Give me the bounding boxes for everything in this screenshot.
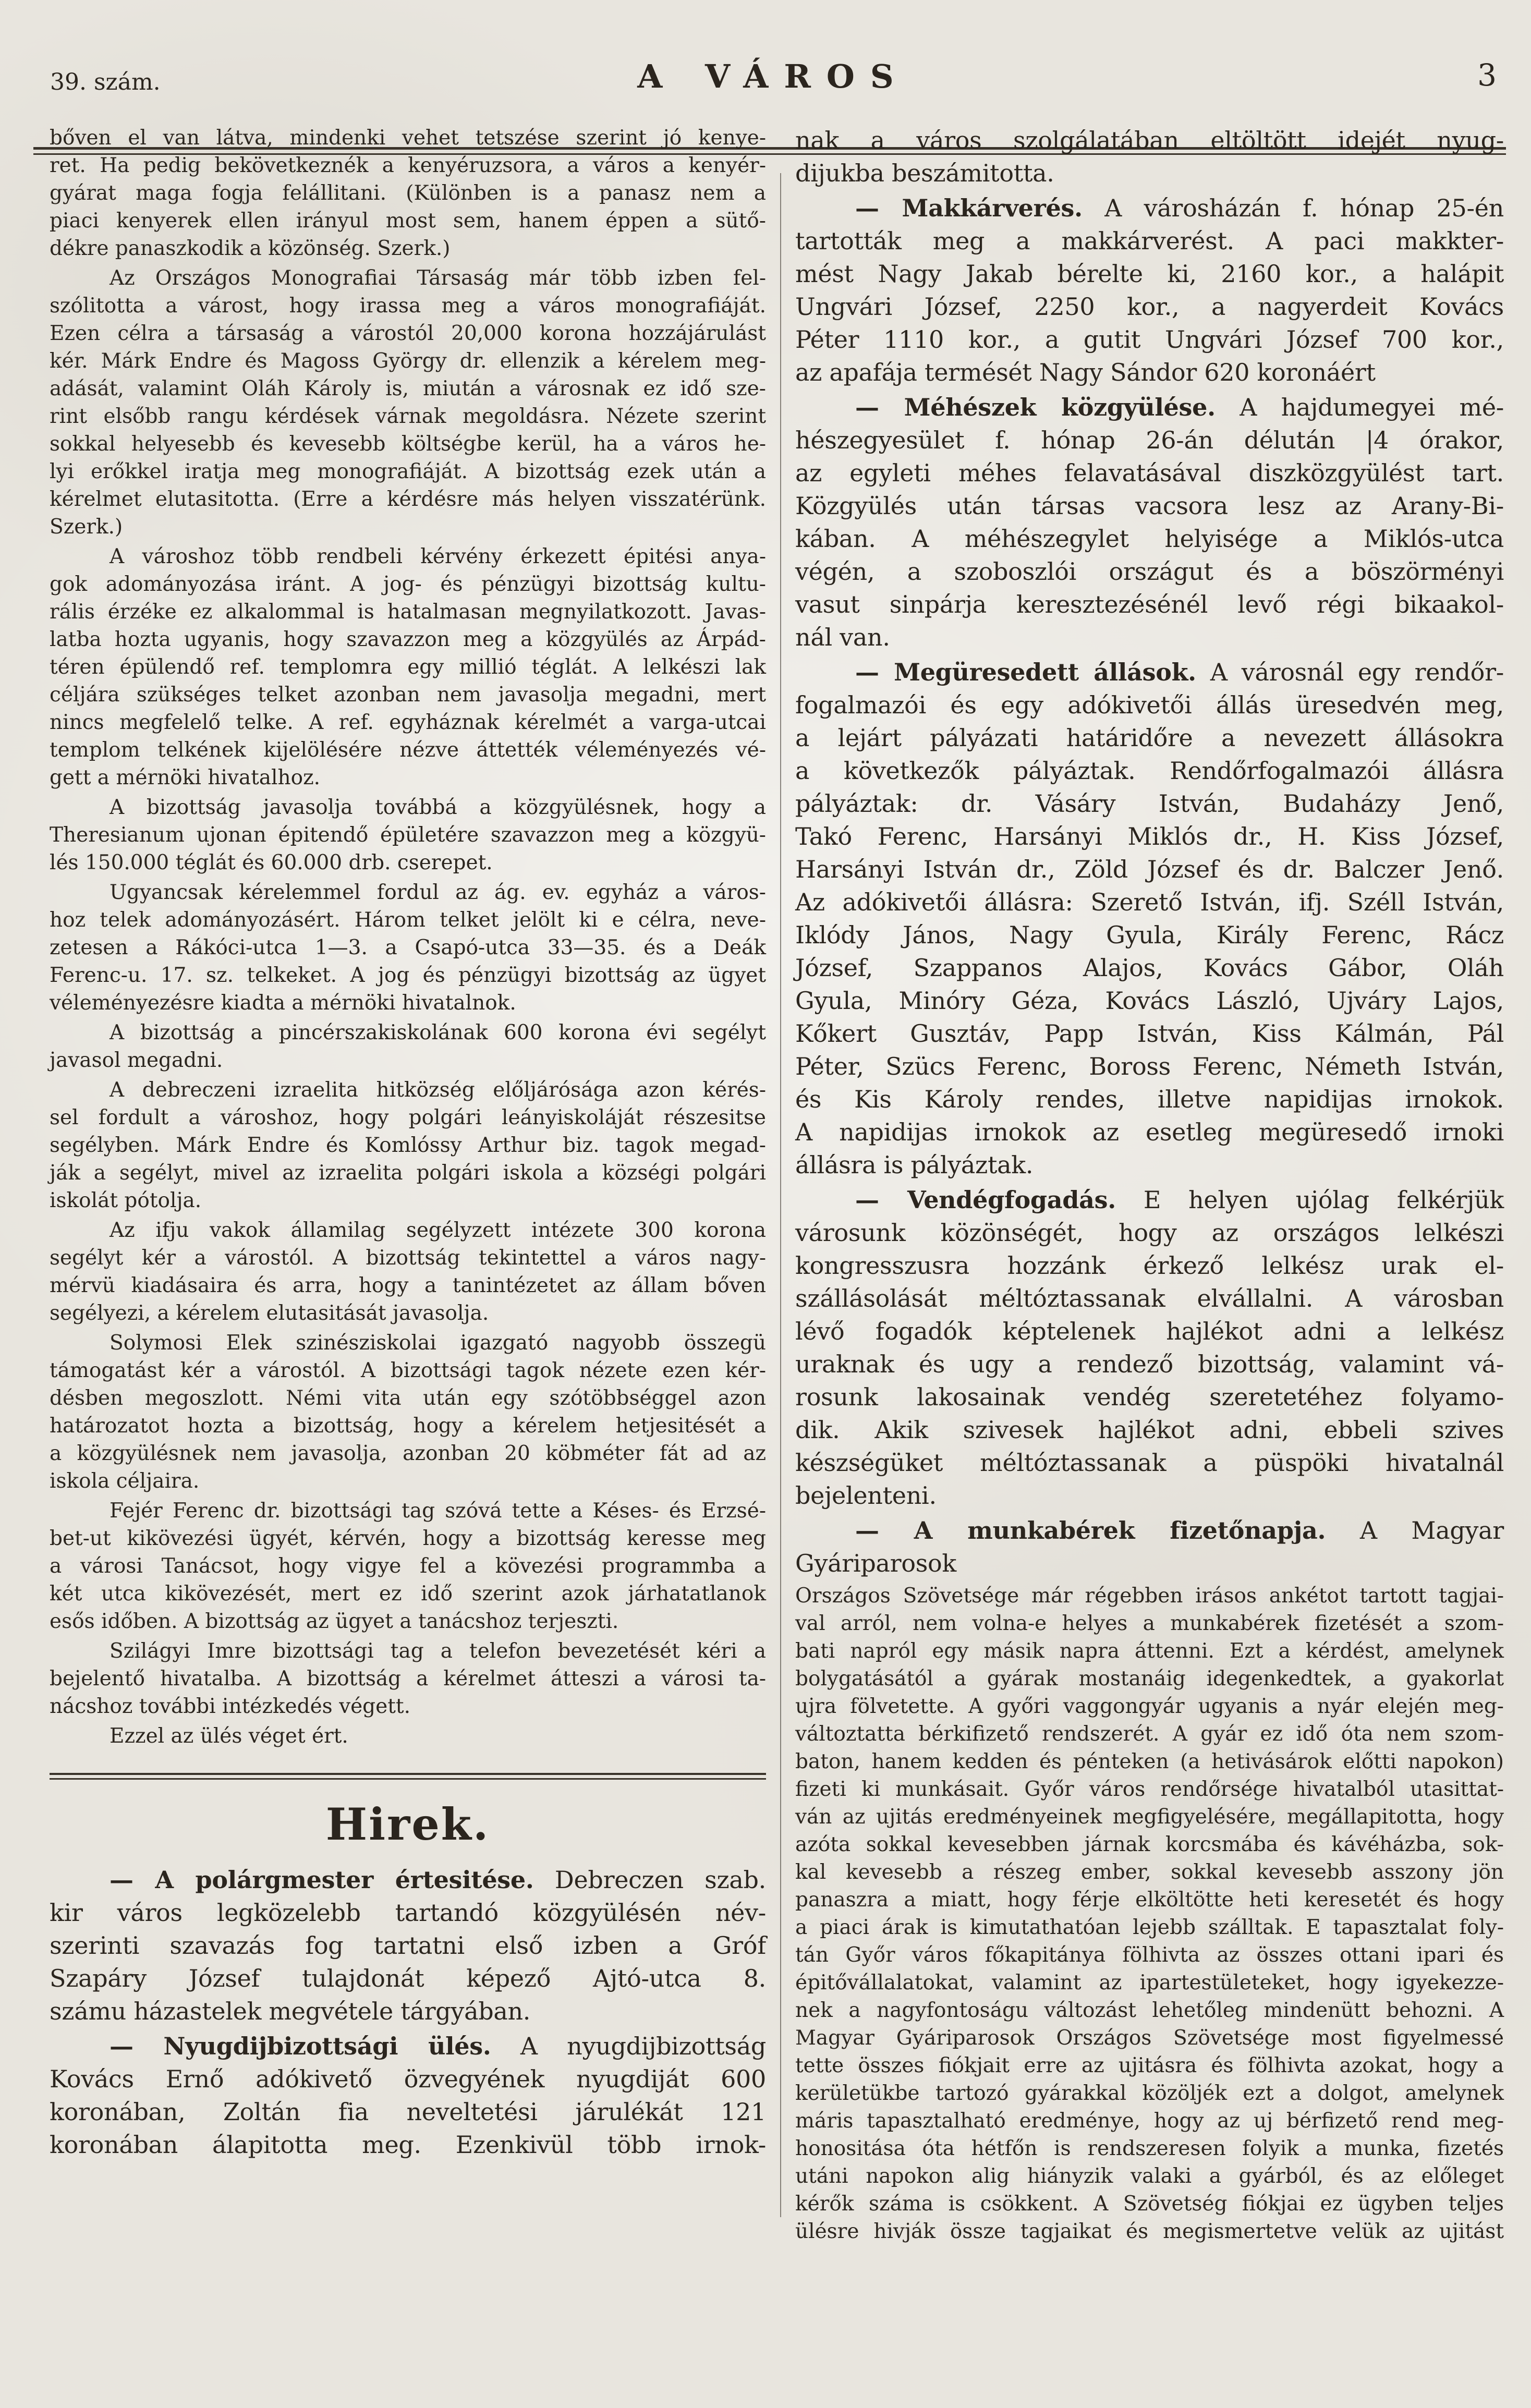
text-line: szállásolását méltóztassanak elvállalni. A városban — [795, 1284, 1504, 1312]
entry-lead: — Makkárverés. — [855, 194, 1083, 222]
paragraph — [795, 391, 1504, 654]
text-line: hoz telek adományozásért. Három telket jelölt ki e célra, neve- — [50, 908, 766, 932]
paragraph — [795, 1582, 1504, 2245]
text-line: Iklódy János, Nagy Gyula, Király Ferenc, Rácz — [795, 921, 1504, 949]
text-line: a városi Tanácsot, hogy vigye fel a kövezési programmba a — [50, 1554, 766, 1578]
text-line: nek a nagyfontoságu változást lehetőleg mindenütt behozni. A — [795, 1999, 1504, 2022]
entry-lead: — Megüresedett állások. — [855, 658, 1196, 686]
text-line: zetesen a Rákóci-utca 1—3. a Csapó-utca 33—35. és a Deák — [50, 936, 766, 959]
text-line: az apafája termését Nagy Sándor 620 koronáért — [795, 358, 1376, 386]
text-line: segélyben. Márk Endre és Komlóssy Arthur biz. tagok megad- — [50, 1134, 766, 1157]
text-line: vasut sinpárja keresztezésénél levő régi bikaakol- — [795, 590, 1504, 618]
text-line: piaci kenyerek ellen irányul most sem, hanem éppen a sütő- — [50, 209, 766, 233]
text-line: a közgyülésnek nem javasolja, azonban 20 köbméter fát ad az — [50, 1442, 766, 1465]
paragraph — [795, 1184, 1504, 1512]
text-line: ván az ujitás eredményeinek megfigyelésére, megállapitotta, hogy — [795, 1805, 1504, 1829]
text-line: kir város legközelebb tartandó közgyülésén név- — [50, 1899, 766, 1927]
text-line: kerületükbe tartozó gyárakkal közöljék ezt a dolgot, amelynek — [795, 2082, 1504, 2105]
text-line: lévő fogadók képtelenek hajlékot adni a lelkész — [795, 1317, 1504, 1345]
text-line: lés 150.000 téglát és 60.000 drb. cserepet. — [50, 851, 493, 874]
text-line: kérelmet elutasitotta. (Erre a kérdésre más helyen visszatérünk. — [50, 488, 766, 511]
page-number: 3 — [1477, 57, 1497, 93]
text-line: Gyula, Minóry Géza, Kovács László, Ujváry Lajos, — [795, 987, 1504, 1015]
text-line: koronában, Zoltán fia neveltetési járulékát 121 — [50, 2098, 766, 2126]
issue-number: 39. szám. — [50, 69, 161, 95]
paragraph — [50, 1217, 766, 1327]
paragraph — [50, 2030, 766, 2161]
paragraph — [50, 1076, 766, 1214]
text-line: készségüket méltóztassanak a püspöki hivatalnál — [795, 1449, 1504, 1477]
text-line: — Makkárverés. A városházán f. hónap 25-én — [855, 194, 1504, 222]
text-line: sokkal helyesebb és kevesebb költségbe kerül, ha a város he- — [50, 432, 766, 456]
text-line: Kőkert Gusztáv, Papp István, Kiss Kálmán, Pál — [795, 1019, 1504, 1048]
text-line: Szilágyi Imre bizottsági tag a telefon bevezetését kéri a — [110, 1639, 766, 1663]
text-line: pályáztak: dr. Vásáry István, Budaházy Jenő, — [795, 789, 1504, 818]
text-line: támogatást kér a várostól. A bizottsági tagok nézete ezen kér- — [50, 1359, 766, 1382]
text-line: esős időben. A bizottság az ügyet a tanácshoz terjeszti. — [50, 1610, 619, 1633]
text-line: bejelenteni. — [795, 1481, 937, 1510]
entry-lead: — Vendégfogadás. — [855, 1186, 1116, 1214]
text-line: Theresianum ujonan épitendő épületére szavazzon meg a közgyü- — [50, 823, 766, 847]
text-line: fizeti ki munkásait. Győr város rendőrsége hivatalból utasittat- — [795, 1778, 1504, 1801]
text-line: kérők száma is csökkent. A Szövetség fiókjai ez ügyben teljes — [795, 2192, 1504, 2216]
paragraph — [50, 1329, 766, 1495]
text-line: A napidijas irnokok az esetleg megüresedő irnoki — [795, 1118, 1504, 1146]
text-line: iskola céljaira. — [50, 1469, 200, 1493]
text-line: koronában álapitotta meg. Ezenkivül több irnok- — [50, 2131, 766, 2159]
text-line: József, Szappanos Alajos, Kovács Gábor, Oláh — [795, 954, 1504, 982]
text-line: ret. Ha pedig bekövetkeznék a kenyéruzsora, a város a kenyér- — [50, 154, 766, 177]
text-line: bati napról egy másik napra áttenni. Ezt a kérdést, amelynek — [795, 1639, 1504, 1663]
text-line: Ferenc-u. 17. sz. telkeket. A jog és pénzügyi bizottság az ügyet — [50, 964, 766, 987]
section-divider-rule — [50, 1773, 766, 1780]
body-columns — [50, 124, 1504, 2247]
text-line: nak a város szolgálatában eltöltött idejét nyug- — [795, 126, 1504, 154]
text-line: Péter, Szücs Ferenc, Boross Ferenc, Németh István, — [795, 1052, 1504, 1080]
text-line: az egyleti méhes felavatásával diszközgyülést tart. — [795, 459, 1504, 487]
text-line: Ezzel az ülés véget ért. — [110, 1724, 348, 1748]
text-line: tartották meg a makkárverést. A paci makkter- — [795, 227, 1504, 255]
text-line: — Megüresedett állások. A városnál egy rendőr- — [855, 658, 1504, 686]
text-line: számu házastelek megvétele tárgyában. — [50, 1997, 531, 2025]
paragraph — [795, 192, 1504, 389]
text-line: két utca kikövezését, mert ez idő szerint azok járhatatlanok — [50, 1582, 766, 1606]
paragraph — [50, 264, 766, 541]
text-line: épitővállalatokat, valamint az ipartestületeket, hogy igyekezze- — [795, 1971, 1504, 1994]
text-line: lyi erőkkel iratja meg monografiáját. A bizottság ezek után a — [50, 460, 766, 483]
text-line: tette összes fiókjait erre az ujitásra és fölhivta azokat, hogy a — [795, 2054, 1504, 2077]
text-line: végén, a szoboszlói országut és a böszörményi — [795, 557, 1504, 586]
right-column — [795, 124, 1504, 2247]
text-line: szólitotta a várost, hogy irassa meg a város monografiáját. — [50, 294, 766, 318]
text-line: hészegyesület f. hónap 26-án délután |4 órakor, — [795, 426, 1504, 454]
text-line: latba hozta ugyanis, hogy szavazzon meg a közgyülés az Árpád- — [50, 628, 766, 651]
paragraph — [50, 1019, 766, 1074]
text-line: A debreczeni izraelita hitközség előljárósága azon kérés- — [110, 1078, 766, 1102]
text-line: változtatta bérkifizető rendszerét. A gyár ez idő óta nem szom- — [795, 1722, 1504, 1746]
text-line: Harsányi István dr., Zöld József és dr. Balczer Jenő. — [795, 855, 1504, 883]
text-line: adását, valamint Oláh Károly is, miután a városnak ez idő sze- — [50, 377, 766, 400]
entry-lead: — Nyugdijbizottsági ülés. — [110, 2032, 491, 2060]
entry-lead: — A polárgmester értesitése. — [110, 1866, 534, 1894]
text-line: honositása óta hétfőn is rendszeresen folyik a munka, fizetés — [795, 2137, 1504, 2160]
text-line: dijukba beszámitotta. — [795, 159, 1054, 187]
text-line: rint elsőbb rangu kérdések várnak megoldásra. Nézete szerint — [50, 405, 766, 428]
paragraph — [50, 1497, 766, 1635]
text-line: dik. Akik szivesek hajlékot adni, ebbeli szives — [795, 1416, 1504, 1444]
text-line: Az ifju vakok államilag segélyzett intézete 300 korona — [110, 1219, 766, 1242]
text-line: szerinti szavazás fog tartatni első izben a Gróf — [50, 1931, 766, 1960]
text-line: panaszra a miatt, hogy férje elköltötte heti keresetét és hogy — [795, 1888, 1504, 1912]
text-line: utáni napokon alig hiányzik valaki a gyárból, és az előleget — [795, 2164, 1504, 2188]
text-line: Az adókivetői állásra: Szerető István, ifj. Széll István, — [795, 888, 1504, 916]
text-line: uraknak és ugy a rendező bizottság, valamint vá- — [795, 1350, 1504, 1378]
paragraph — [50, 794, 766, 877]
text-line: A bizottság a pincérszakiskolának 600 korona évi segélyt — [110, 1021, 766, 1044]
text-line: segélyezi, a kérelem elutasitását javasolja. — [50, 1302, 489, 1325]
text-line: Közgyülés után társas vacsora lesz az Arany-Bi- — [795, 492, 1504, 520]
masthead-title: A VÁROS — [637, 57, 909, 95]
text-line: kongresszusra hozzánk érkező lelkész urak el- — [795, 1251, 1504, 1280]
text-line: városunk közönségét, hogy az országos lelkészi — [795, 1219, 1504, 1247]
text-line: — Méhészek közgyülése. A hajdumegyei mé- — [855, 393, 1504, 421]
text-line: kér. Márk Endre és Magoss György dr. ellenzik a kérelem meg- — [50, 349, 766, 373]
text-line: határozatot hozta a bizottság, hogy a kérelem hetjesitését a — [50, 1414, 766, 1438]
text-line: a lejárt pályázati határidőre a nevezett állásokra — [795, 724, 1504, 752]
text-line: Szapáry József tulajdonát képező Ajtó-utca 8. — [50, 1964, 766, 1992]
left-column — [50, 124, 766, 2247]
text-line: Ugyancsak kérelemmel fordul az ág. ev. egyház a város- — [110, 881, 766, 904]
text-line: a következők pályáztak. Rendőrfogalmazói állásra — [795, 757, 1504, 785]
text-line: — Nyugdijbizottsági ülés. A nyugdijbizottság — [110, 2032, 766, 2060]
text-line: Szerk.) — [50, 515, 123, 539]
text-line: Ungvári József, 2250 kor., a nagyerdeit Kovács — [795, 293, 1504, 321]
text-line: nincs megfelelő telke. A ref. egyháznak kérelmét a varga-utcai — [50, 711, 766, 734]
text-line: kában. A méhészegylet helyisége a Miklós-utca — [795, 525, 1504, 553]
paragraph — [50, 879, 766, 1017]
text-line: rosunk lakosainak vendég szeretetéhez folyamo- — [795, 1383, 1504, 1411]
text-line: segélyt kér a várostól. A bizottság tekintettel a város nagy- — [50, 1246, 766, 1270]
text-line: gett a mérnöki hivatalhoz. — [50, 766, 321, 789]
text-line: céljára szükséges telket azonban nem javasolja megadni, mert — [50, 683, 766, 707]
text-line: iskolát pótolja. — [50, 1189, 202, 1212]
text-line: Magyar Gyáriparosok Országos Szövetsége most figyelmessé — [795, 2026, 1504, 2050]
text-line: baton, hanem kedden és pénteken (a hetivásárok előtti napokon) — [795, 1750, 1504, 1773]
text-line: templom telkének kijelölésére nézve áttették véleményezés vé- — [50, 738, 766, 762]
text-line: mérvü kiadásaira és arra, hogy a tanintézetet az állam bőven — [50, 1274, 766, 1297]
text-line: ujra fölvetette. A győri vaggongyár ugyanis a nyár elején meg- — [795, 1695, 1504, 1718]
text-line: állásra is pályáztak. — [795, 1151, 1034, 1179]
entry-lead: — A munkabérek fizetőnapja. — [855, 1516, 1326, 1544]
text-line: Solymosi Elek szinésziskolai igazgató nagyobb összegü — [110, 1331, 766, 1355]
text-line: bőven el van látva, mindenki vehet tetszése szerint jó kenye- — [50, 126, 766, 150]
text-line: A városhoz több rendbeli kérvény érkezett épitési anya- — [110, 545, 766, 568]
text-line: bolygatásától a gyárak mostanáig idegenkedtek, a gyakorlat — [795, 1667, 1504, 1691]
text-line: a piaci árak is kimutathatóan lejebb szálltak. E tapasztalat foly- — [795, 1916, 1504, 1939]
text-line: Ezen célra a társaság a várostól 20,000 korona hozzájárulást — [50, 322, 766, 345]
text-line: kal kevesebb a részeg ember, sokkal kevesebb asszony jön — [795, 1860, 1504, 1884]
section-heading-hirek: Hirek. — [325, 1798, 490, 1850]
text-line: désben megoszlott. Némi vita után egy szótöbbséggel azon — [50, 1387, 766, 1410]
text-line: nácshoz további intézkedés végett. — [50, 1695, 410, 1718]
text-line: dékre panaszkodik a közönség. Szerk.) — [50, 237, 451, 260]
text-line: — Vendégfogadás. E helyen ujólag felkérjük — [855, 1186, 1504, 1214]
text-line: ülésre hivják össze tagjaikat és megismertetve velük az ujitást — [795, 2220, 1504, 2243]
text-line: sel fordult a városhoz, hogy polgári leányiskoláját részesitse — [50, 1106, 766, 1129]
text-line: Fejér Ferenc dr. bizottsági tag szóvá tette a Késes- és Erzsé- — [110, 1499, 766, 1523]
text-line: A bizottság javasolja továbbá a közgyülésnek, hogy a — [110, 796, 766, 819]
paragraph — [795, 656, 1504, 1182]
text-line: és Kis Károly rendes, illetve napidijas irnokok. — [795, 1085, 1504, 1113]
text-line: gyárat maga fogja felállitani. (Különben is a panasz nem a — [50, 181, 766, 205]
paragraph — [795, 1514, 1504, 1580]
text-line: tán Győr város főkapitánya fölhivta az összes ottani ipari és — [795, 1943, 1504, 1967]
text-line: javasol megadni. — [50, 1049, 223, 1072]
paragraph — [50, 124, 766, 262]
text-line: — A munkabérek fizetőnapja. A Magyar Gyáriparosok — [795, 1516, 1504, 1577]
text-line: véleményezésre kiadta a mérnöki hivatalnok. — [50, 991, 516, 1015]
paragraph — [50, 1864, 766, 2028]
paragraph — [795, 124, 1504, 190]
paragraph — [50, 543, 766, 792]
text-line: bet-ut kikövezési ügyét, kérvén, hogy a bizottság keresse meg — [50, 1527, 766, 1550]
text-line: val arról, nem volna-e helyes a munkabérek fizetését a szom- — [795, 1612, 1504, 1635]
text-line: azóta sokkal kevesebben járnak korcsmába és kávéházba, sok- — [795, 1833, 1504, 1856]
text-line: ják a segélyt, mivel az izraelita polgári iskola a községi polgári — [50, 1161, 766, 1185]
text-line: mést Nagy Jakab bérelte ki, 2160 kor., a halápit — [795, 260, 1504, 288]
paragraph — [50, 1722, 766, 1750]
text-line: máris tapasztalható eredménye, hogy az uj bérfizető rend meg- — [795, 2109, 1504, 2133]
entry-lead: — Méhészek közgyülése. — [855, 393, 1216, 421]
text-line: Az Országos Monografiai Társaság már több izben fel- — [110, 266, 766, 290]
text-line: gok adományozása iránt. A jog- és pénzügyi bizottság kultu- — [50, 573, 766, 596]
text-line: Takó Ferenc, Harsányi Miklós dr., H. Kiss József, — [795, 822, 1504, 850]
text-line: — A polárgmester értesitése. Debreczen szab. — [110, 1866, 766, 1894]
text-line: Országos Szövetsége már régebben irásos ankétot tartott tagjai- — [795, 1584, 1504, 1608]
text-line: fogalmazói és egy adókivetői állás üresedvén meg, — [795, 691, 1504, 719]
text-line: téren épülendő ref. templomra egy millió téglát. A lelkészi lak — [50, 655, 766, 679]
text-line: nál van. — [795, 623, 890, 651]
text-line: bejelentő hivatalba. A bizottság a kérelmet átteszi a városi ta- — [50, 1667, 766, 1691]
paragraph — [50, 1637, 766, 1720]
text-line: Kovács Ernő adókivető özvegyének nyugdiját 600 — [50, 2065, 766, 2093]
text-line: Péter 1110 kor., a gutit Ungvári József 700 kor., — [795, 325, 1504, 354]
text-line: rális érzéke ez alkalommal is hatalmasan megnyilatkozott. Javas- — [50, 600, 766, 624]
